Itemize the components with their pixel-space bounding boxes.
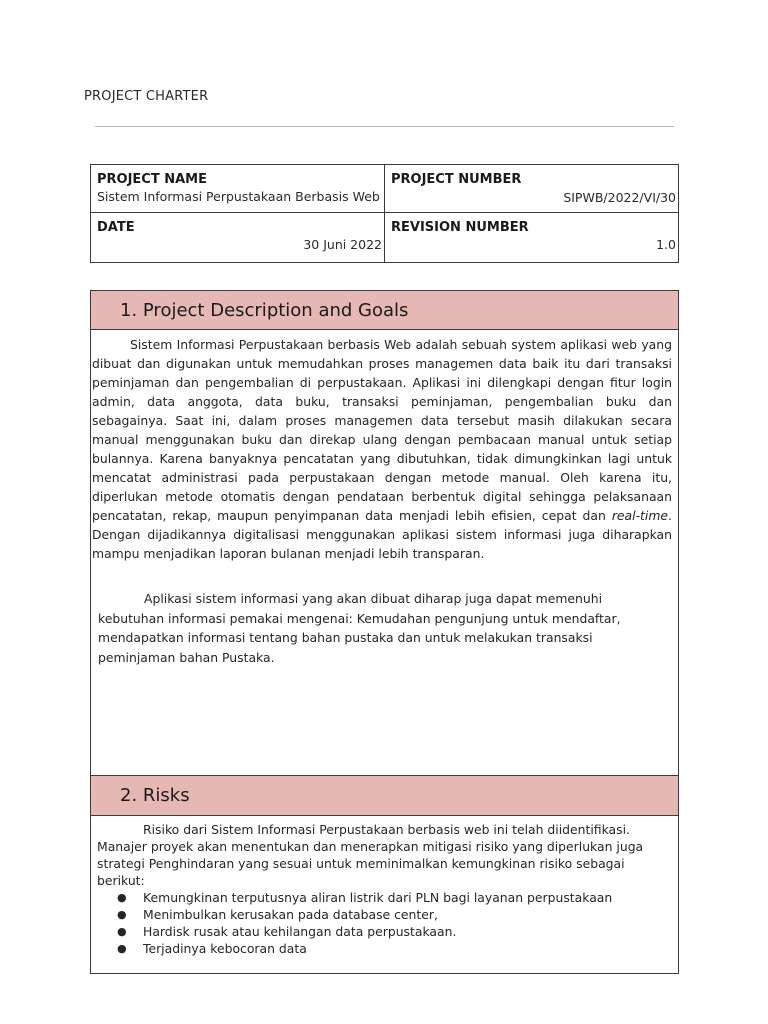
- risk-item: [97, 889, 670, 906]
- risk-item-text: Hardisk rusak atau kehilangan data perpustakaan.: [143, 924, 457, 939]
- risk-list: [97, 889, 670, 957]
- project-number-label: PROJECT NUMBER: [391, 172, 522, 187]
- section-heading: 1. Project Description and Goals: [91, 291, 678, 330]
- date-cell: [91, 213, 385, 262]
- risks-section: [90, 775, 679, 974]
- revision-number-cell: [385, 213, 678, 262]
- risk-item-text: Terjadinya kebocoran data: [143, 941, 307, 956]
- goals-paragraph: Aplikasi sistem informasi yang akan dibuat diharap juga dapat memenuhi kebutuhan informasi pemakai mengenai: Kemudahan pengunjung untuk mendaftar, mendapatkan informasi tentang bahan pustaka dan untuk melakukan transaksi peminjaman bahan Pustaka.: [98, 591, 621, 665]
- project-number-value: SIPWB/2022/VI/30: [563, 190, 676, 205]
- risk-item: [97, 906, 670, 923]
- document-label: PROJECT CHARTER: [84, 89, 209, 104]
- risks-intro-paragraph: Risiko dari Sistem Informasi Perpustakaan berbasis web ini telah diidentifikasi. Manajer proyek akan menentukan dan menerapkan mitigasi risiko yang diperlukan juga strategi Penghindaran yang sesuai untuk meminimalkan kemungkinan risiko sebagai berikut:: [97, 822, 644, 888]
- description-paragraph: [92, 335, 672, 563]
- date-label: DATE: [97, 220, 135, 235]
- date-value: 30 Juni 2022: [303, 237, 382, 252]
- description-text-end: . Dengan dijadikannya digitalisasi menggunakan aplikasi sistem informasi juga diharapkan mampu menjadikan laporan bulanan menjadi lebih transparan.: [92, 508, 672, 561]
- section-body: [91, 816, 678, 957]
- risk-item: [97, 923, 670, 940]
- project-name-label: PROJECT NAME: [97, 172, 207, 187]
- project-name-value: Sistem Informasi Perpustakaan Berbasis Web: [97, 189, 380, 204]
- project-name-cell: [91, 165, 385, 213]
- bullet-icon: ●: [117, 925, 127, 938]
- header-divider: [95, 126, 674, 127]
- risk-item-text: Kemungkinan terputusnya aliran listrik dari PLN bagi layanan perpustakaan: [143, 890, 613, 905]
- description-emphasis: real-time: [611, 508, 669, 523]
- revision-number-label: REVISION NUMBER: [391, 220, 529, 235]
- project-number-cell: [385, 165, 678, 213]
- bullet-icon: ●: [117, 891, 127, 904]
- bullet-icon: ●: [117, 942, 127, 955]
- bullet-icon: ●: [117, 908, 127, 921]
- risk-item-text: Menimbulkan kerusakan pada database center,: [143, 907, 438, 922]
- risk-item: [97, 940, 670, 957]
- section-body: [91, 330, 678, 667]
- description-text-start: Sistem Informasi Perpustakaan berbasis Web adalah sebuah system aplikasi web yang dibuat dan digunakan untuk memudahkan proses managemen data baik itu dari transaksi peminjaman dan pengembalian di perpustakaan. Aplikasi ini dilengkapi dengan fitur login admin, data anggota, data buku, transaksi peminjaman, pengembalian buku dan sebagainya. Saat ini, dalam proses managemen data tersebut masih dilakukan secara manual menggunakan buku dan direkap ulang dengan pembacaan manual untuk setiap bulannya. Karena banyaknya pencatatan yang dibutuhkan, tidak dimungkinkan lagi untuk mencatat administrasi pada perpustakaan dengan metode manual. Oleh karena itu, diperlukan metode otomatis dengan pendataan berbentuk digital sehingga pelaksanaan pencatatan, rekap, maupun penyimpanan data menjadi lebih efisien, cepat dan: [92, 337, 672, 523]
- revision-number-value: 1.0: [656, 237, 676, 252]
- project-description-section: [90, 290, 679, 776]
- project-info-table: [90, 164, 679, 263]
- section-heading: 2. Risks: [91, 776, 678, 816]
